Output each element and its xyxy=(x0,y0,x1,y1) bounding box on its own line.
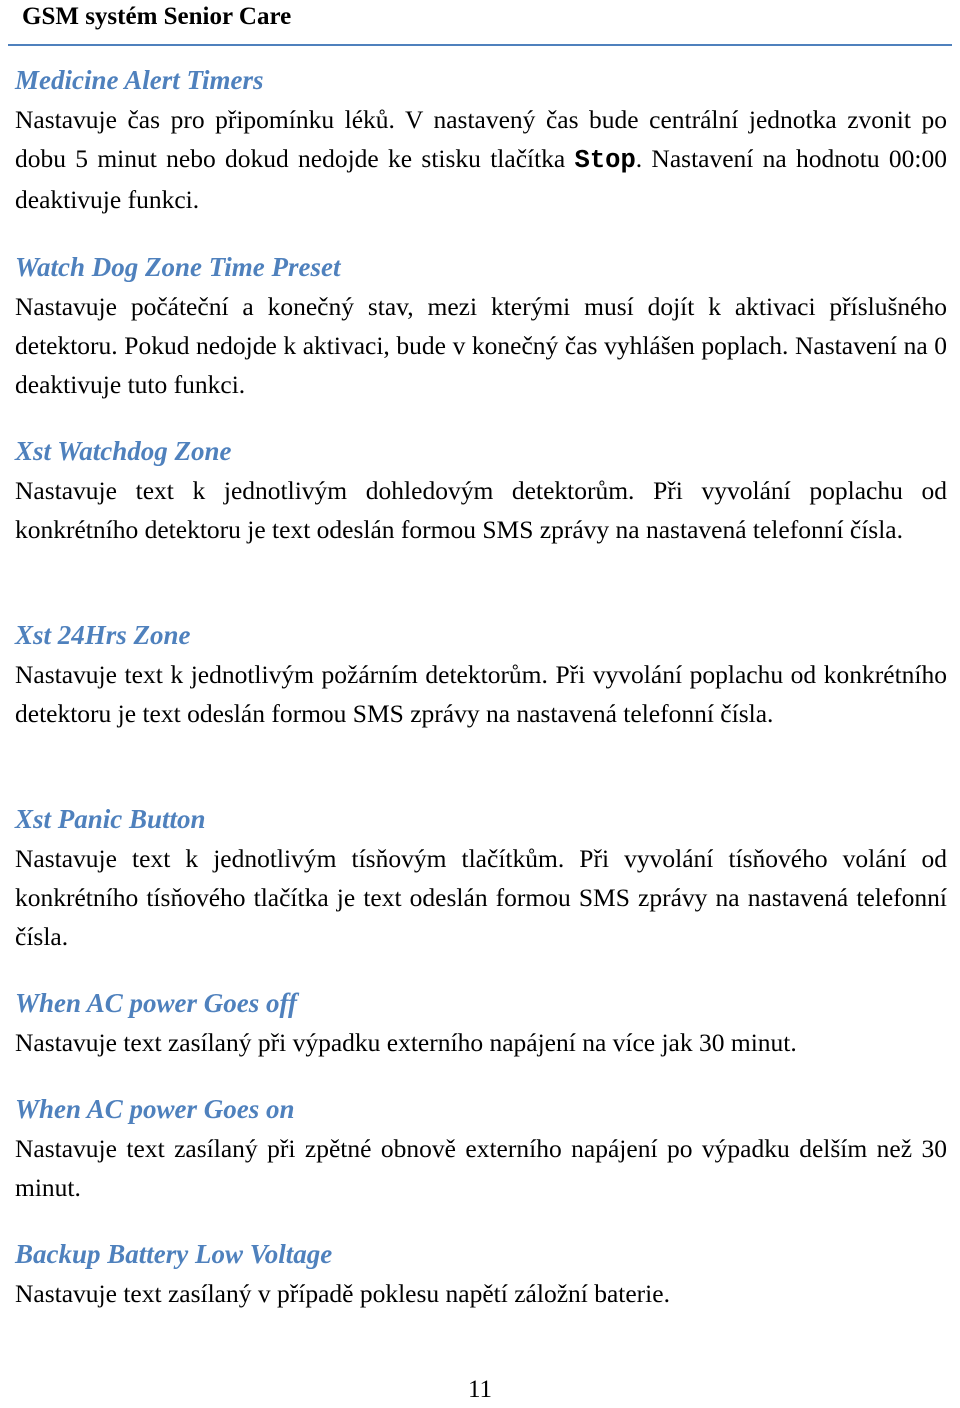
section-body xyxy=(15,100,947,219)
section-heading: Watch Dog Zone Time Preset xyxy=(15,252,341,282)
header-divider xyxy=(8,44,952,46)
section-body: Nastavuje text zasílaný v případě poklesu napětí záložní baterie. xyxy=(15,1279,670,1308)
section-heading: When AC power Goes on xyxy=(15,1094,295,1124)
body-text: Nastavuje čas pro připomínku léků. V nastavený čas bude centrální jednotka zvonit po dobu 5 minut nebo dokud nedojde ke stisku tlačítka xyxy=(15,105,947,173)
section-watch-dog-zone-time-preset xyxy=(15,248,947,404)
section-heading: Xst Panic Button xyxy=(15,804,206,834)
section-body: Nastavuje text zasílaný při výpadku externího napájení na více jak 30 minut. xyxy=(15,1028,797,1057)
section-when-ac-power-goes-on xyxy=(15,1090,947,1207)
section-body: Nastavuje text k jednotlivým požárním detektorům. Při vyvolání poplachu od konkrétního detektoru je text odeslán formou SMS zprávy na nastavená telefonní čísla. xyxy=(15,660,947,728)
section-heading: Xst Watchdog Zone xyxy=(15,436,232,466)
page-number: 11 xyxy=(467,1376,493,1403)
section-backup-battery-low-voltage xyxy=(15,1235,947,1313)
section-heading: Medicine Alert Timers xyxy=(15,65,264,95)
stop-button-label: Stop xyxy=(574,146,636,175)
section-xst-watchdog-zone xyxy=(15,432,947,549)
section-heading: Xst 24Hrs Zone xyxy=(15,620,191,650)
section-body: Nastavuje počáteční a konečný stav, mezi kterými musí dojít k aktivaci příslušného detektoru. Pokud nedojde k aktivaci, bude v konečný čas vyhlášen poplach. Nastavení na 0 deaktivuje tuto funkci. xyxy=(15,292,947,399)
section-heading: Backup Battery Low Voltage xyxy=(15,1239,333,1269)
section-when-ac-power-goes-off xyxy=(15,984,947,1062)
body-text: . Nastavení na hodnotu 00:00 deaktivuje funkci. xyxy=(15,144,948,214)
section-body: Nastavuje text k jednotlivým dohledovým detektorům. Při vyvolání poplachu od konkrétního detektoru je text odeslán formou SMS zprávy na nastavená telefonní čísla. xyxy=(15,476,947,544)
document-title: GSM systém Senior Care xyxy=(22,3,292,30)
section-heading: When AC power Goes off xyxy=(15,988,298,1018)
section-medicine-alert-timers xyxy=(15,61,947,219)
section-xst-24hrs-zone xyxy=(15,616,947,733)
section-xst-panic-button xyxy=(15,800,947,956)
section-body: Nastavuje text k jednotlivým tísňovým tlačítkům. Při vyvolání tísňového volání od konkrétního tísňového tlačítka je text odeslán formou SMS zprávy na nastavená telefonní čísla. xyxy=(15,844,947,951)
section-body: Nastavuje text zasílaný při zpětné obnově externího napájení po výpadku delším než 30 minut. xyxy=(15,1134,947,1202)
page-header xyxy=(0,0,960,50)
